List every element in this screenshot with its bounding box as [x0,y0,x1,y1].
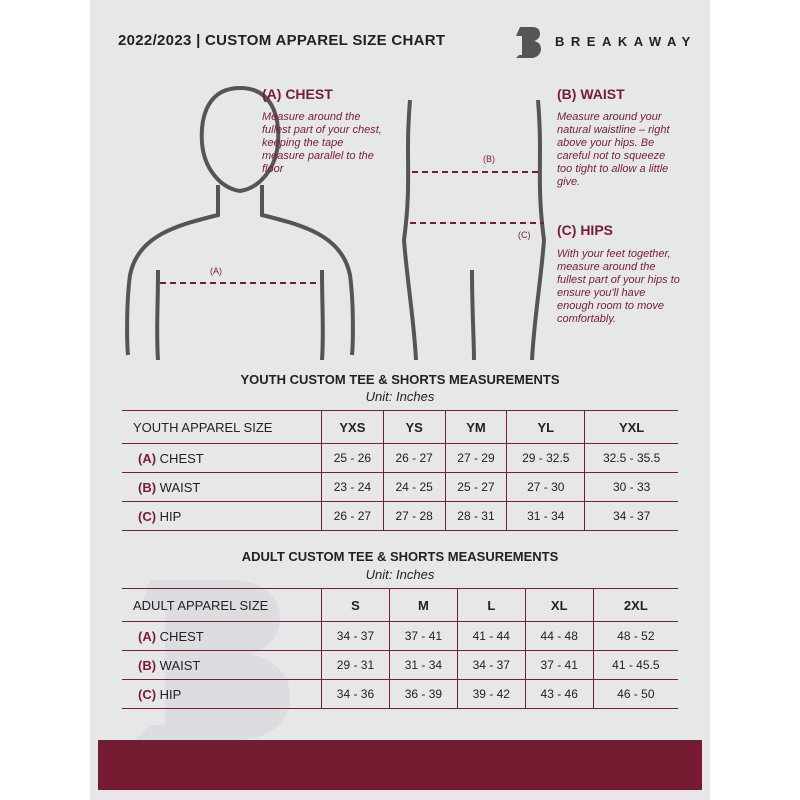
size-header: XL [525,589,593,622]
measure-name: CHEST [159,628,204,644]
chest-heading: (A) CHEST [262,86,333,102]
measure-value: 27 - 30 [507,473,585,502]
size-header: YS [383,411,445,444]
size-header: YXL [585,411,678,444]
size-label: YOUTH APPAREL SIZE [122,411,322,444]
measure-name: WAIST [159,657,201,673]
measure-letter: (C) [138,508,157,524]
size-header: YXS [322,411,384,444]
measure-letter: (B) [138,479,157,495]
measure-value: 34 - 37 [322,622,390,651]
measure-value: 31 - 34 [389,651,457,680]
footer-band [98,740,702,790]
page-title: 2022/2023 | CUSTOM APPAREL SIZE CHART [118,32,446,49]
measure-label [122,651,322,680]
measure-name: CHEST [159,450,204,466]
measure-value: 26 - 27 [322,502,384,531]
waist-description: Measure around your natural waistline – right above your hips. Be careful not to squeeze too tight to allow a little give. [557,111,670,188]
measure-value: 29 - 32.5 [507,444,585,473]
measure-value: 39 - 42 [457,680,525,709]
measure-letter: (A) [138,450,157,466]
measure-value: 37 - 41 [525,651,593,680]
measure-value: 43 - 46 [525,680,593,709]
measure-value: 32.5 - 35.5 [585,444,678,473]
measure-label [122,502,322,531]
measure-value: 29 - 31 [322,651,390,680]
measure-value: 28 - 31 [445,502,507,531]
hips-description: With your feet together, measure around the fullest part of your hips to ensure you'll have enough room to move comfortably. [557,248,680,325]
table-header-row [122,411,678,444]
measure-letter: (A) [138,628,157,644]
chest-description: Measure around the fullest part of your chest, keeping the tape measure parallel to the floor [262,111,382,175]
hips-marker: (C) [518,230,531,240]
size-header: YL [507,411,585,444]
youth-unit: Unit: Inches [365,389,435,404]
measure-value: 24 - 25 [383,473,445,502]
table-row [122,622,678,651]
adult-section-title: ADULT CUSTOM TEE & SHORTS MEASUREMENTS [241,549,559,564]
measure-name: WAIST [159,479,201,495]
measure-label [122,622,322,651]
measure-label [122,680,322,709]
measure-value: 37 - 41 [389,622,457,651]
brand-name: BREAKAWAY [555,34,697,49]
adult-size-table [122,588,678,709]
measure-value: 27 - 29 [445,444,507,473]
measure-value: 41 - 44 [457,622,525,651]
measure-value: 34 - 36 [322,680,390,709]
measure-value: 25 - 27 [445,473,507,502]
measure-letter: (B) [138,657,157,673]
hips-heading: (C) HIPS [557,222,613,238]
measure-label [122,473,322,502]
measure-value: 36 - 39 [389,680,457,709]
table-row [122,473,678,502]
size-label: ADULT APPAREL SIZE [122,589,322,622]
size-header: M [389,589,457,622]
size-header: L [457,589,525,622]
measure-name: HIP [159,686,182,702]
youth-size-table [122,410,678,531]
adult-unit: Unit: Inches [365,567,435,582]
size-header: YM [445,411,507,444]
measure-value: 27 - 28 [383,502,445,531]
measure-value: 44 - 48 [525,622,593,651]
table-row [122,651,678,680]
measure-value: 41 - 45.5 [593,651,678,680]
measure-label [122,444,322,473]
table-row [122,680,678,709]
waist-heading: (B) WAIST [557,86,625,102]
measure-value: 30 - 33 [585,473,678,502]
measure-value: 34 - 37 [457,651,525,680]
measure-letter: (C) [138,686,157,702]
measure-value: 34 - 37 [585,502,678,531]
table-header-row [122,589,678,622]
size-header: 2XL [593,589,678,622]
measure-value: 26 - 27 [383,444,445,473]
chest-marker: (A) [210,266,222,276]
breakaway-logo [512,24,544,60]
measure-value: 23 - 24 [322,473,384,502]
size-header: S [322,589,390,622]
table-row [122,502,678,531]
table-row [122,444,678,473]
measure-value: 48 - 52 [593,622,678,651]
waist-marker: (B) [483,154,495,164]
measure-name: HIP [159,508,182,524]
measure-value: 31 - 34 [507,502,585,531]
youth-section-title: YOUTH CUSTOM TEE & SHORTS MEASUREMENTS [240,372,560,387]
measure-value: 25 - 26 [322,444,384,473]
measure-value: 46 - 50 [593,680,678,709]
